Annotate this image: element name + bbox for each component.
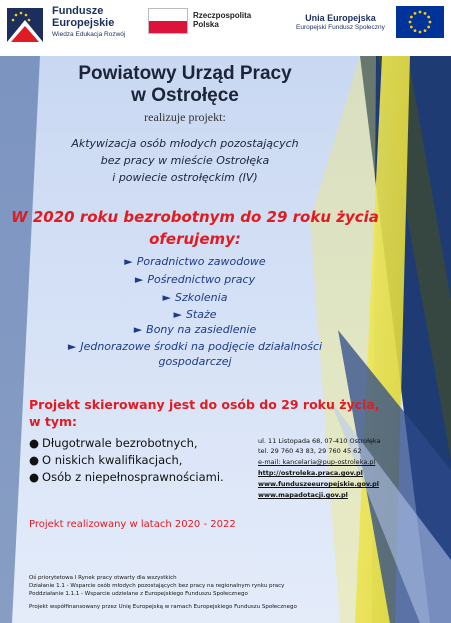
eu-star-icon [427,26,430,29]
project-name-line3: i powiecie ostrołęckim (IV) [112,171,258,184]
target-heading-line1: Projekt skierowany jest do osób do 29 roku życia, [29,397,380,412]
service-label: Poradnictwo zawodowe [136,255,266,268]
footer-line2: Działanie 1.1 - Wsparcie osób młodych pozostających bez pracy na regionalnym rynku pracy [29,583,285,589]
eu-star-icon [414,29,417,32]
eu-line2: Europejski Fundusz Społeczny [296,24,385,31]
page-title-line2: w Ostrołęce [131,85,239,106]
eu-star-icon [409,21,412,24]
project-period: Projekt realizowany w latach 2020 - 2022 [29,519,236,530]
website-link-funds[interactable]: www.funduszeeuropejskie.gov.pl [258,480,379,488]
offer-heading-line2: oferujemy: [149,230,241,248]
arrow-right-icon: ► [162,291,171,304]
offer-heading-line1: W 2020 roku bezrobotnym do 29 roku życia [11,208,379,226]
service-item-continuation: gospodarczej [158,355,232,368]
arrow-right-icon: ► [134,273,144,286]
service-label: Jednorazowe środki na podjęcie działalności [80,340,323,353]
eu-star-icon [414,12,417,15]
contact-phone: tel. 29 760 43 83, 29 760 45 62 [258,447,362,455]
eu-funds-line3: Wiedza Edukacja Rozwój [52,31,126,38]
eu-funds-line2: Europejskie [52,17,115,29]
service-item [0,323,390,337]
target-group-item [29,436,198,451]
service-item [0,273,390,287]
contact-email-link[interactable]: e-mail: kancelaria@pup-ostroleka.pl [258,458,376,466]
service-label: Pośrednictwo pracy [147,273,256,286]
eu-flag-icon [396,6,444,38]
eu-star-icon [419,11,422,14]
eu-star-icon [424,29,427,32]
target-group-label: Długotrwale bezrobotnych, [42,436,198,450]
eu-star-icon [410,16,413,19]
arrow-right-icon: ► [173,308,182,321]
website-link-pup[interactable]: http://ostroleka.praca.gov.pl [258,469,363,477]
target-group-label: O niskich kwalifikacjach, [42,453,183,467]
arrow-right-icon: ► [124,255,133,268]
bullet-icon: ● [29,453,40,467]
contact-address: ul. 11 Listopada 68, 07-410 Ostrołęka [258,437,381,445]
service-label: Szkolenia [175,291,228,304]
eu-star-icon [419,31,422,34]
website-link-grants[interactable]: www.mapadotacji.gov.pl [258,491,348,499]
arrow-right-icon: ► [67,340,77,353]
target-group-item [29,453,182,468]
footer-line3: Poddziałanie 1.1.1 - Wsparcie udzielane z Europejskiego Funduszu Społecznego [29,591,248,597]
eu-logo-text [296,13,385,31]
service-item [0,340,390,354]
eu-funds-line1: Fundusze [52,5,104,17]
project-name-line2: bez pracy w mieście Ostrołęka [100,154,270,167]
poland-logo-text [193,11,251,29]
page-title-line1: Powiatowy Urząd Pracy [78,63,292,84]
bullet-icon: ● [29,470,40,484]
eu-star-icon [429,21,432,24]
eu-funds-logo-icon [5,6,45,44]
service-label: Staże [185,308,217,321]
logo-bar [0,0,451,56]
eu-line1: Unia Europejska [305,13,376,23]
target-group-item [29,470,224,485]
service-label: Bony na zasiedlenie [146,323,257,336]
arrow-right-icon: ► [133,323,143,336]
intro-text: realizuje projekt: [144,110,226,124]
eu-funds-logo-text [52,5,125,38]
service-item [0,308,390,322]
target-group-label: Osób z niepełnosprawnościami. [42,470,224,484]
footer-line1: Oś priorytetowa I Rynek pracy otwarty dla wszystkich [29,575,177,581]
project-name-line1: Aktywizacja osób młodych pozostających [71,137,299,150]
target-heading-line2: w tym: [29,414,78,429]
eu-star-icon [410,26,413,29]
eu-star-icon [427,16,430,19]
poland-flag-icon [148,8,188,34]
poland-line2: Polska [193,20,219,29]
service-item [0,255,390,269]
bullet-icon: ● [29,436,40,450]
service-item [0,291,390,305]
footer-line4: Projekt współfinansowany przez Unię Europejską w ramach Europejskiego Funduszu Społecznego [29,604,297,610]
eu-star-icon [424,12,427,15]
poland-line1: Rzeczpospolita [193,11,252,20]
